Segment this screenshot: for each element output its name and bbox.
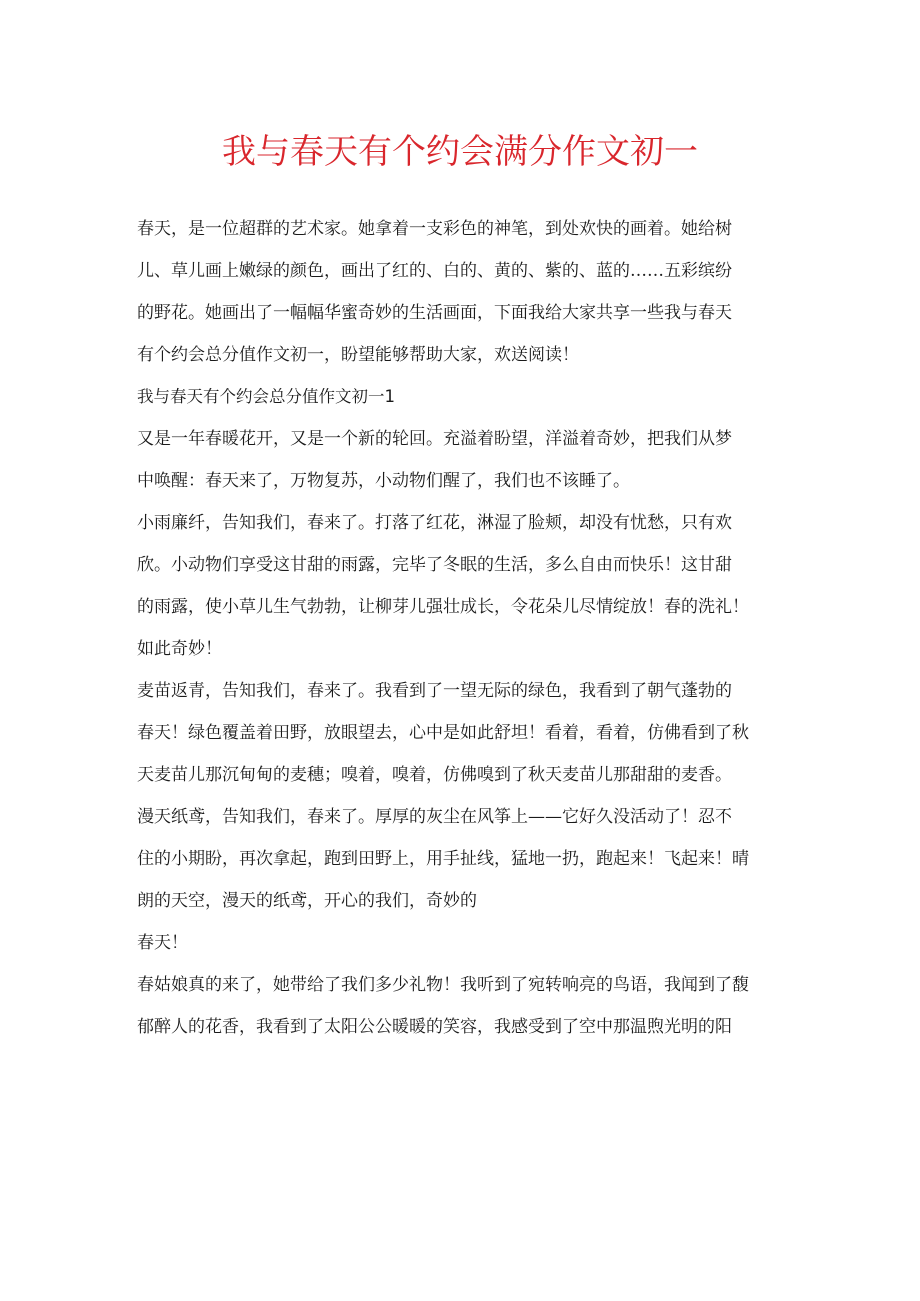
paragraph-line: 住的小期盼，再次拿起，跑到田野上，用手扯线，猛地一扔，跑起来！飞起来！晴	[137, 849, 749, 869]
paragraph-line: 如此奇妙！	[137, 639, 222, 659]
paragraph-line: 朗的天空，漫天的纸鸢，开心的我们，奇妙的	[137, 891, 477, 911]
paragraph-line: 郁醉人的花香，我看到了太阳公公暖暖的笑容，我感受到了空中那温煦光明的阳	[137, 1017, 732, 1037]
paragraph-line: 儿、草儿画上嫩绿的颜色，画出了红的、白的、黄的、紫的、蓝的……五彩缤纷	[137, 261, 732, 281]
paragraph-line: 的野花。她画出了一幅幅华蜜奇妙的生活画面，下面我给大家共享一些我与春天	[137, 303, 732, 323]
paragraph-line: 又是一年春暖花开，又是一个新的轮回。充溢着盼望，洋溢着奇妙，把我们从梦	[137, 429, 732, 449]
paragraph-line: 有个约会总分值作文初一，盼望能够帮助大家，欢送阅读！	[137, 345, 579, 365]
paragraph-line: 小雨廉纤，告知我们，春来了。打落了红花，淋湿了脸颊，却没有忧愁，只有欢	[137, 513, 732, 533]
paragraph-line: 中唤醒：春天来了，万物复苏，小动物们醒了，我们也不该睡了。	[137, 471, 630, 491]
paragraph-line: 春天，是一位超群的艺术家。她拿着一支彩色的神笔，到处欢快的画着。她给树	[137, 219, 732, 239]
paragraph-line: 的雨露，使小草儿生气勃勃，让柳芽儿强壮成长，令花朵儿尽情绽放！春的洗礼！	[137, 597, 749, 617]
paragraph-line: 天麦苗儿那沉甸甸的麦穗；嗅着，嗅着，仿佛嗅到了秋天麦苗儿那甜甜的麦香。	[137, 765, 732, 785]
paragraph-line: 春天！	[137, 933, 188, 953]
paragraph-line: 春天！绿色覆盖着田野，放眼望去，心中是如此舒坦！看着，看着，仿佛看到了秋	[137, 723, 749, 743]
paragraph-line: 春姑娘真的来了，她带给了我们多少礼物！我听到了宛转响亮的鸟语，我闻到了馥	[137, 975, 749, 995]
paragraph-line: 麦苗返青，告知我们，春来了。我看到了一望无际的绿色，我看到了朝气蓬勃的	[137, 681, 732, 701]
document-title: 我与春天有个约会满分作文初一	[222, 132, 698, 172]
paragraph-line: 欣。小动物们享受这甘甜的雨露，完毕了冬眠的生活，多么自由而快乐！这甘甜	[137, 555, 732, 575]
paragraph-line: 漫天纸鸢，告知我们，春来了。厚厚的灰尘在风筝上——它好久没活动了！忍不	[137, 807, 732, 827]
section-heading: 我与春天有个约会总分值作文初一1	[137, 387, 395, 406]
document-body	[137, 208, 787, 1048]
